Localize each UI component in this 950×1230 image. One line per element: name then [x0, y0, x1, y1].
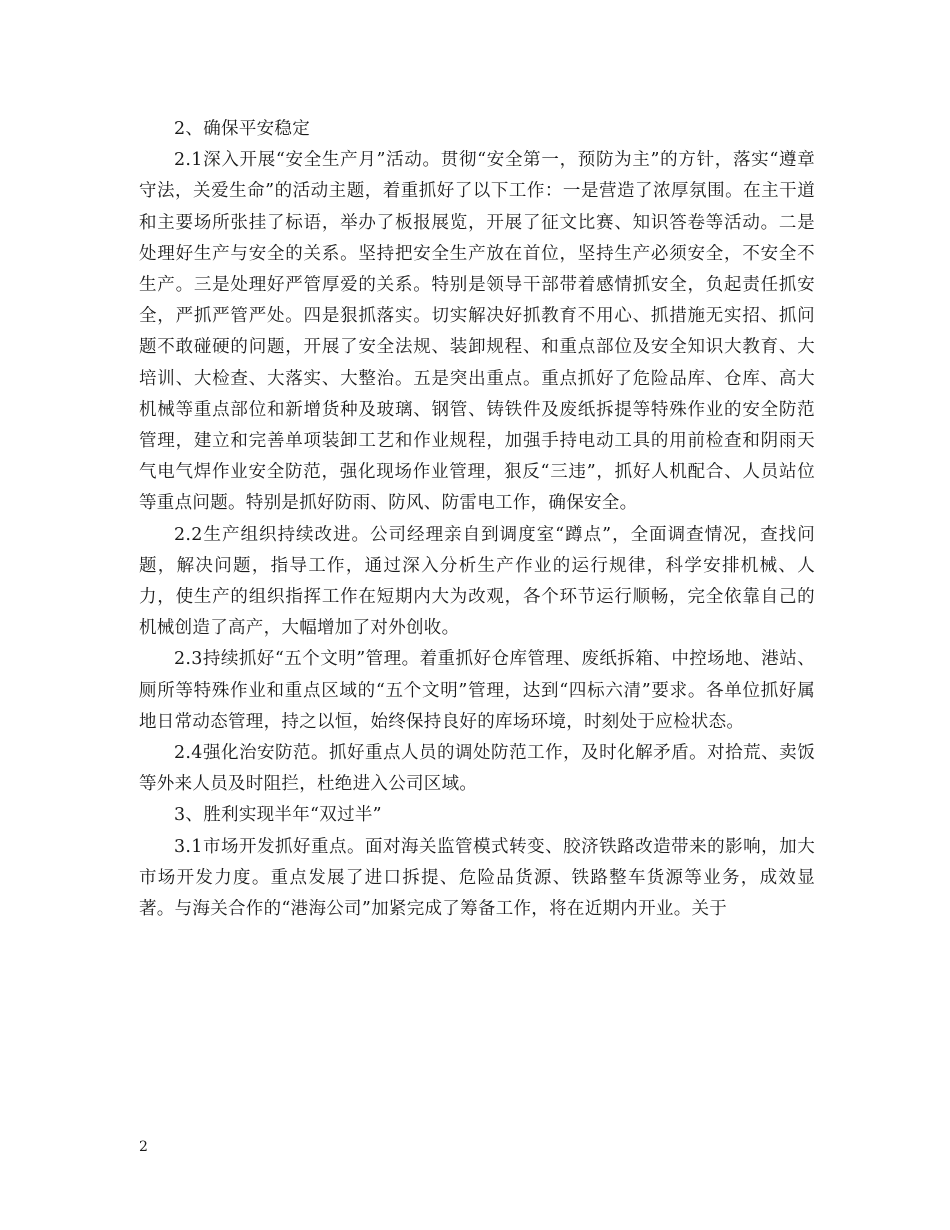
page-number: 2 — [139, 1139, 148, 1155]
section-heading: 3、胜利实现半年“双过半” — [174, 805, 382, 826]
paragraph: 2.4强化治安防范。抓好重点人员的调处防范工作，及时化解矛盾。对拾荒、卖饭等外来人员及时阻拦，杜绝进入公司区域。 — [139, 743, 815, 795]
document-body — [139, 114, 815, 925]
paragraph: 2.1深入开展“安全生产月”活动。贯彻“安全第一，预防为主”的方针，落实“遵章守法，关爱生命”的活动主题，着重抓好了以下工作：一是营造了浓厚氛围。在主干道和主要场所张挂了标语，举办了板报展览，开展了征文比赛、知识答卷等活动。二是处理好生产与安全的关系。坚持把安全生产放在首位，坚持生产必须安全，不安全不生产。三是处理好严管厚爱的关系。特别是领导干部带着感情抓安全，负起责任抓安全，严抓严管严处。四是狠抓落实。切实解决好抓教育不用心、抓措施无实招、抓问题不敢碰硬的问题，开展了安全法规、装卸规程、和重点部位及安全知识大教育、大培训、大检查、大落实、大整治。五是突出重点。重点抓好了危险品库、仓库、高大机械等重点部位和新增货种及玻璃、钢管、铸铁件及废纸拆提等特殊作业的安全防范管理，建立和完善单项装卸工艺和作业规程，加强手持电动工具的用前检查和阴雨天气电气焊作业安全防范，强化现场作业管理，狠反“三违”，抓好人机配合、人员站位等重点问题。特别是抓好防雨、防风、防雷电工作，确保安全。 — [139, 150, 815, 514]
paragraph: 2.2生产组织持续改进。公司经理亲自到调度室“蹲点”，全面调查情况，查找问题，解决问题，指导工作，通过深入分析生产作业的运行规律，科学安排机械、人力，使生产的组织指挥工作在短期内大为改观，各个环节运行顺畅，完全依靠自己的机械创造了高产，大幅增加了对外创收。 — [139, 524, 815, 639]
paragraph: 3.1市场开发抓好重点。面对海关监管模式转变、胶济铁路改造带来的影响，加大市场开发力度。重点发展了进口拆提、危险品货源、铁路整车货源等业务，成效显著。与海关合作的“港海公司”加紧完成了筹备工作，将在近期内开业。关于 — [139, 836, 815, 920]
paragraph: 2.3持续抓好“五个文明”管理。着重抓好仓库管理、废纸拆箱、中控场地、港站、厕所等特殊作业和重点区域的“五个文明”管理，达到“四标六清”要求。各单位抓好属地日常动态管理，持之以恒，始终保持良好的库场环境，时刻处于应检状态。 — [139, 649, 815, 732]
section-heading: 2、确保平安稳定 — [174, 119, 311, 139]
